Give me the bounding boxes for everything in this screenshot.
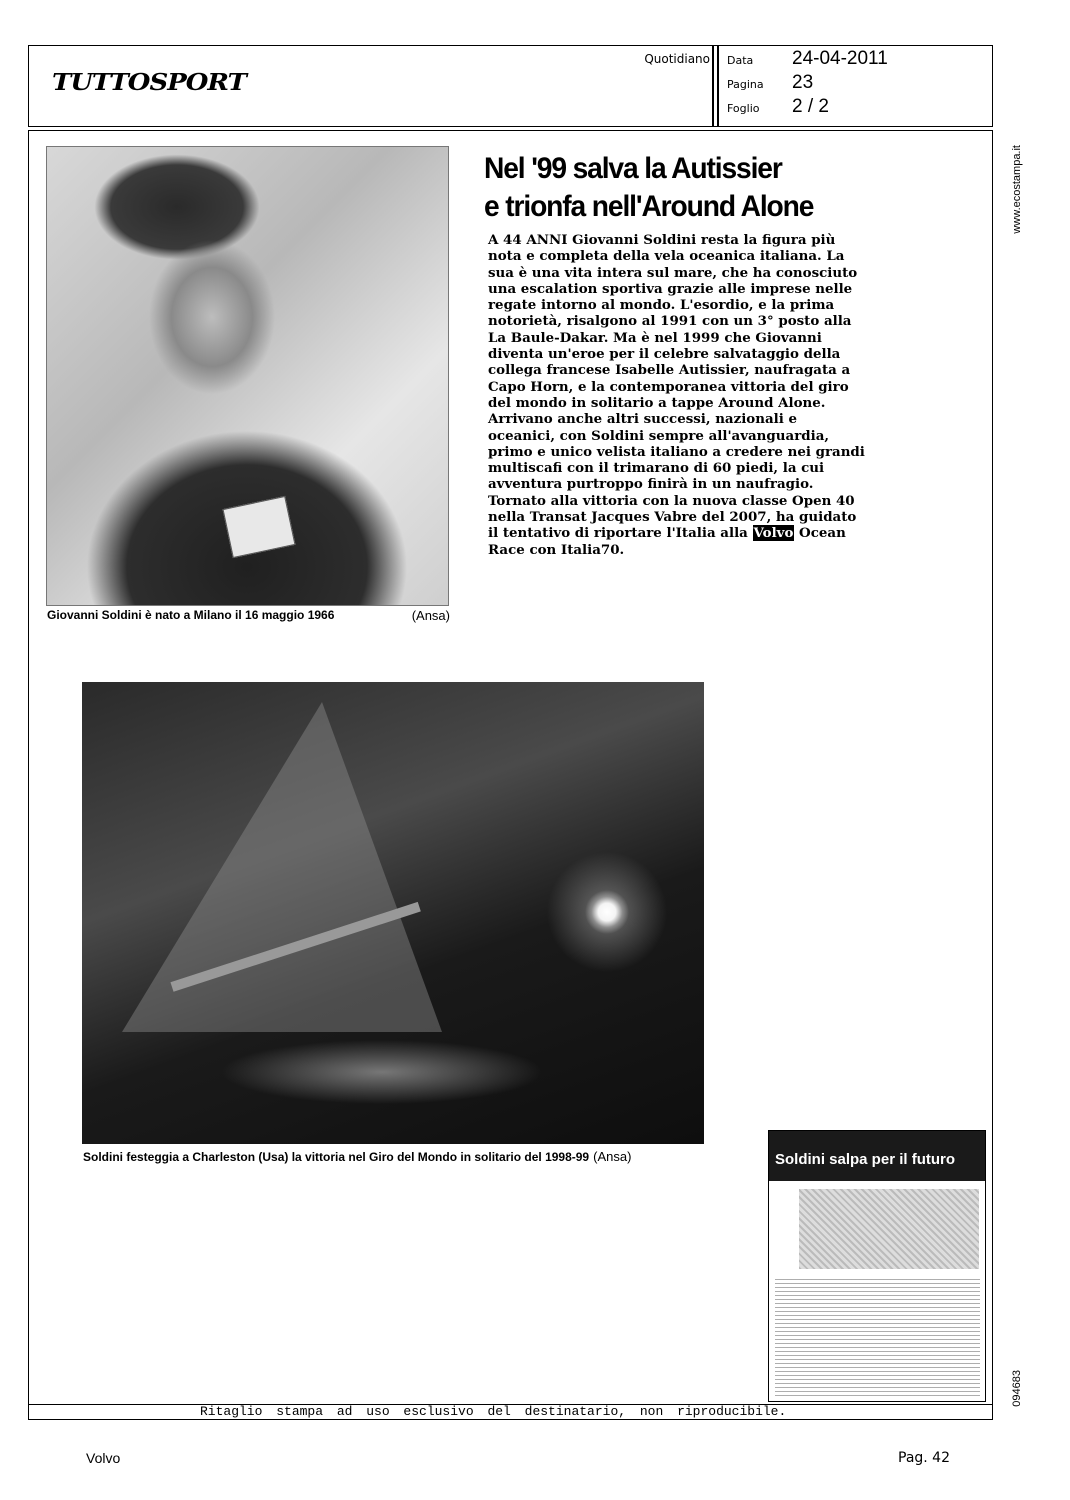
article-text: Giovanni Soldini resta la figura più nota e completa della vela oceanica italiana. La sua è una vita intera sul mare, che ha conosciuto una escalation sportiva grazie alle imprese nelle regate intorno al mondo. L'esordio, e la prima notorietà, risalgono al 1991 con un 3° posto alla La Baule-Dakar. Ma è nel 1999 che Giovanni diventa un'eroe per il celebre salvataggio della collega francese Isabelle Autissier, naufragata a Capo Horn, e la contemporanea vittoria del giro del mondo in solitario a tappe Around Alone. Arrivano anche altri successi, nazionali e oceanici, con Soldini sempre all'avanguardia, primo e unico velista italiano a credere nei grandi multiscafi con il trimarano di 60 piedi, la cui avventura purtroppo finirà in un naufragio. Tornato alla vittoria con la nuova classe Open 40 nella Transat Jacques Vabre del 2007, ha guidato il tentativo di riportare l'Italia alla xyxy=(488,232,865,542)
foglio-label: Foglio xyxy=(727,102,760,115)
side-code: 094683 xyxy=(1011,1370,1023,1407)
page-thumbnail xyxy=(768,1130,986,1402)
photo2-caption-text: Soldini festeggia a Charleston (Usa) la vittoria nel Giro del Mondo in solitario del 1998-99 xyxy=(83,1150,590,1164)
pagina-value: 23 xyxy=(792,72,814,93)
side-url: www.ecostampa.it xyxy=(1011,145,1023,234)
thumbnail-image xyxy=(799,1189,979,1269)
article-tail: Ocean Race con Italia70. xyxy=(488,525,846,558)
header-divider-1 xyxy=(712,45,714,127)
foglio-value: 2 / 2 xyxy=(792,96,829,117)
pagina-label: Pagina xyxy=(727,78,764,91)
quotidiano-label: Quotidiano xyxy=(644,52,710,66)
article-body xyxy=(488,232,866,558)
article-lead: A 44 ANNI xyxy=(488,232,568,248)
footer-right: Pag. 42 xyxy=(898,1450,950,1466)
portrait-photo xyxy=(46,146,449,606)
article-headline xyxy=(484,150,851,226)
data-label: Data xyxy=(727,54,754,67)
photo1-source: (Ansa) xyxy=(411,608,450,623)
headline-line-1: Nel '99 salva la Autissier xyxy=(484,152,782,185)
photo2-caption xyxy=(83,1149,723,1164)
newspaper-logo: TUTTOSPORT xyxy=(52,69,246,97)
badge-shape xyxy=(223,496,296,558)
thumbnail-title: Soldini salpa per il futuro xyxy=(775,1151,956,1168)
article-highlight: Volvo xyxy=(753,525,794,542)
header-divider-2 xyxy=(717,45,719,127)
footer-left: Volvo xyxy=(86,1450,121,1466)
thumbnail-columns xyxy=(775,1276,980,1396)
headline-line-2: e trionfa nell'Around Alone xyxy=(484,190,814,223)
photo2-source: (Ansa) xyxy=(593,1149,632,1164)
data-value: 24-04-2011 xyxy=(792,48,888,69)
disclaimer-text: Ritaglio stampa ad uso esclusivo del destinatario, non riproducibile. xyxy=(200,1404,787,1419)
photo1-caption xyxy=(47,608,452,622)
night-photo xyxy=(82,682,704,1144)
photo1-caption-text: Giovanni Soldini è nato a Milano il 16 maggio 1966 xyxy=(47,608,335,622)
